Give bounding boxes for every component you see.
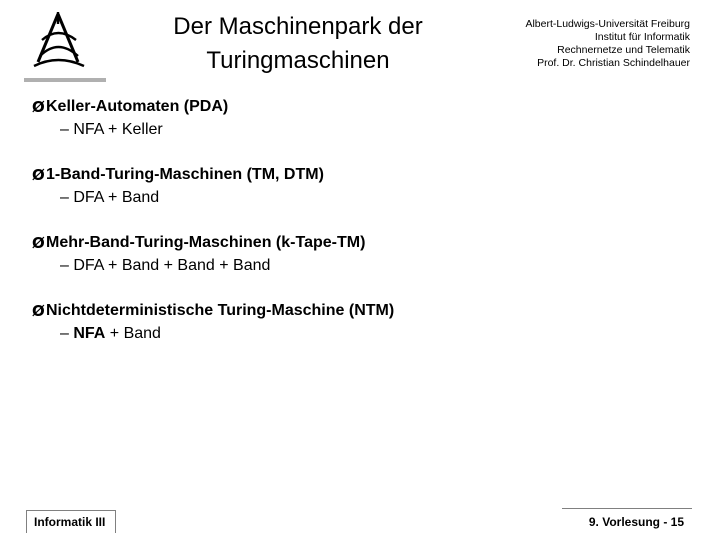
bullet-subitem: – DFA + Band <box>60 189 160 206</box>
footer-course: Informatik III <box>34 515 106 529</box>
bullet-item <box>32 164 692 210</box>
slide-title <box>128 10 468 78</box>
sub-bold: NFA <box>73 325 106 342</box>
title-line-2: Turingmaschinen <box>206 47 390 74</box>
bullet-item <box>32 232 692 278</box>
bullet-heading: Keller-Automaten (PDA) <box>46 98 229 115</box>
bullet-subitem: – DFA + Band + Band + Band <box>60 257 271 274</box>
bullet-subitem: – NFA + Keller <box>60 121 163 138</box>
title-line-1: Der Maschinenpark der <box>173 13 423 40</box>
bullet-subitem <box>60 322 692 346</box>
bullet-arrow-icon: Ø <box>32 98 45 116</box>
institute-block <box>480 18 690 70</box>
bullet-heading: Nichtdeterministische Turing-Maschine (NTM) <box>46 302 395 319</box>
university-logo-icon <box>28 10 90 72</box>
bullet-heading: Mehr-Band-Turing-Maschinen (k-Tape-TM) <box>46 234 366 251</box>
bullet-item <box>32 300 692 346</box>
bullet-list <box>32 96 692 368</box>
institute-line-3: Rechnernetze und Telematik <box>557 44 690 56</box>
bullet-heading: 1-Band-Turing-Maschinen (TM, DTM) <box>46 166 324 183</box>
footer-lecture: 9. Vorlesung - 15 <box>588 515 684 529</box>
sub-suffix: + Band <box>105 325 161 342</box>
sub-prefix: – <box>60 325 74 342</box>
institute-line-4: Prof. Dr. Christian Schindelhauer <box>537 57 690 69</box>
bullet-arrow-icon: Ø <box>32 166 45 184</box>
institute-line-1: Albert-Ludwigs-Universität Freiburg <box>525 18 690 30</box>
institute-line-2: Institut für Informatik <box>594 31 690 43</box>
bullet-item <box>32 96 692 142</box>
footer-divider <box>562 508 692 509</box>
bullet-arrow-icon: Ø <box>32 302 45 320</box>
header-divider <box>24 78 106 82</box>
bullet-arrow-icon: Ø <box>32 234 45 252</box>
